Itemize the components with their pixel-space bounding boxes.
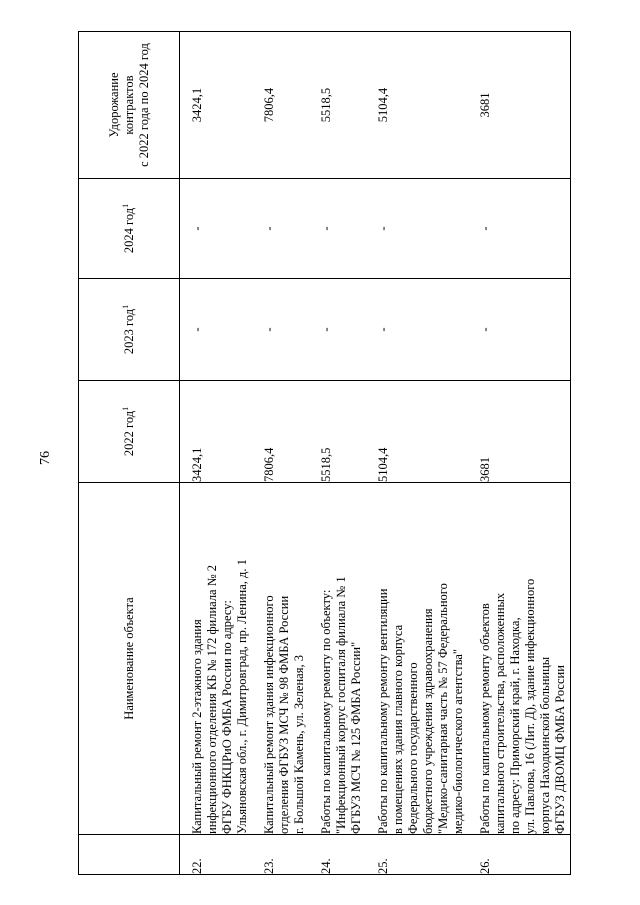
table-row bbox=[252, 32, 309, 875]
contracts-table bbox=[78, 31, 571, 875]
row-number: 26. bbox=[468, 835, 571, 875]
object-name-line: Работы по капитальному ремонту вентиляции bbox=[376, 588, 390, 834]
value-2022: 3424,1 bbox=[180, 381, 253, 483]
header-2023: 2023 год$^1$ bbox=[79, 279, 180, 381]
object-name bbox=[252, 483, 309, 835]
table-row bbox=[366, 32, 468, 875]
table-header-row bbox=[79, 32, 180, 875]
row-number: 22. bbox=[180, 835, 253, 875]
value-2022: 3681 bbox=[468, 381, 571, 483]
value-2022: 5104,4 bbox=[366, 381, 468, 483]
object-name-line: в помещениях здания главного корпуса bbox=[391, 624, 405, 834]
object-name-line: ФГБУ ФНКЦРиО ФМБА России по адресу: bbox=[220, 600, 234, 834]
object-name-line: инфекционного отделения КБ № 172 филиала № 2 bbox=[205, 564, 219, 834]
object-name-line: капитального строительства, расположенных bbox=[493, 592, 507, 834]
value-increase: 5104,4 bbox=[366, 32, 468, 179]
value-2022: 7806,4 bbox=[252, 381, 309, 483]
object-name-line: корпуса Находкинской больницы bbox=[538, 656, 552, 834]
header-increase: Удорожание контрактов с 2022 года по 2024 год bbox=[79, 32, 180, 179]
value-2022: 5518,5 bbox=[309, 381, 366, 483]
page-number: 76 bbox=[38, 451, 53, 465]
object-name-line: медико-биологического агентства" bbox=[451, 649, 465, 834]
object-name-line: "Медико-санитарная часть № 57 Федерального bbox=[436, 583, 450, 834]
object-name-line: отделения ФГБУЗ МСЧ № 98 ФМБА России bbox=[277, 595, 291, 834]
row-number: 24. bbox=[309, 835, 366, 875]
header-number bbox=[79, 835, 180, 875]
object-name-line: Капитальный ремонт 2-этажного здания bbox=[190, 619, 204, 834]
table-row bbox=[468, 32, 571, 875]
value-2023: - bbox=[180, 279, 253, 381]
object-name-line: по адресу: Приморский край, г. Находка, bbox=[508, 617, 522, 834]
object-name-line: ФГБУЗ ДВОМЦ ФМБА России bbox=[553, 665, 567, 834]
row-number: 23. bbox=[252, 835, 309, 875]
object-name-line: бюджетного учреждения здравоохранения bbox=[421, 608, 435, 834]
value-2024: - bbox=[180, 179, 253, 279]
header-object-name: Наименование объекта bbox=[79, 483, 180, 835]
header-2022: 2022 год$^1$ bbox=[79, 381, 180, 483]
row-number: 25. bbox=[366, 835, 468, 875]
table-row bbox=[309, 32, 366, 875]
value-2024: - bbox=[252, 179, 309, 279]
object-name-line: Работы по капитальному ремонту по объекту: bbox=[319, 589, 333, 834]
value-2023: - bbox=[309, 279, 366, 381]
value-increase: 7806,4 bbox=[252, 32, 309, 179]
object-name-line: Капитальный ремонт здания инфекционного bbox=[262, 595, 276, 834]
header-2024: 2024 год$^1$ bbox=[79, 179, 180, 279]
value-2023: - bbox=[252, 279, 309, 381]
object-name-line: Федерального государственного bbox=[406, 662, 420, 834]
object-name-line: Работы по капитальному ремонту объектов bbox=[478, 603, 492, 834]
object-name bbox=[366, 483, 468, 835]
value-increase: 5518,5 bbox=[309, 32, 366, 179]
object-name-line: "Инфекционный корпус госпиталя филиала № 1 bbox=[334, 576, 348, 834]
object-name bbox=[468, 483, 571, 835]
value-2024: - bbox=[309, 179, 366, 279]
value-2024: - bbox=[468, 179, 571, 279]
value-2023: - bbox=[366, 279, 468, 381]
table-row bbox=[180, 32, 253, 875]
value-increase: 3681 bbox=[468, 32, 571, 179]
value-2023: - bbox=[468, 279, 571, 381]
object-name-line: Ульяновская обл., г. Димитровград, пр. Ленина, д. 1 bbox=[235, 559, 249, 834]
object-name-line: г. Большой Камень, ул. Зеленая, 3 bbox=[292, 655, 306, 834]
object-name bbox=[309, 483, 366, 835]
value-2024: - bbox=[366, 179, 468, 279]
value-increase: 3424,1 bbox=[180, 32, 253, 179]
object-name-line: ул. Павлова, 16 (Лит. Д), здание инфекционного bbox=[523, 578, 537, 834]
object-name-line: ФГБУЗ МСЧ № 125 ФМБА России" bbox=[349, 641, 363, 834]
object-name bbox=[180, 483, 253, 835]
